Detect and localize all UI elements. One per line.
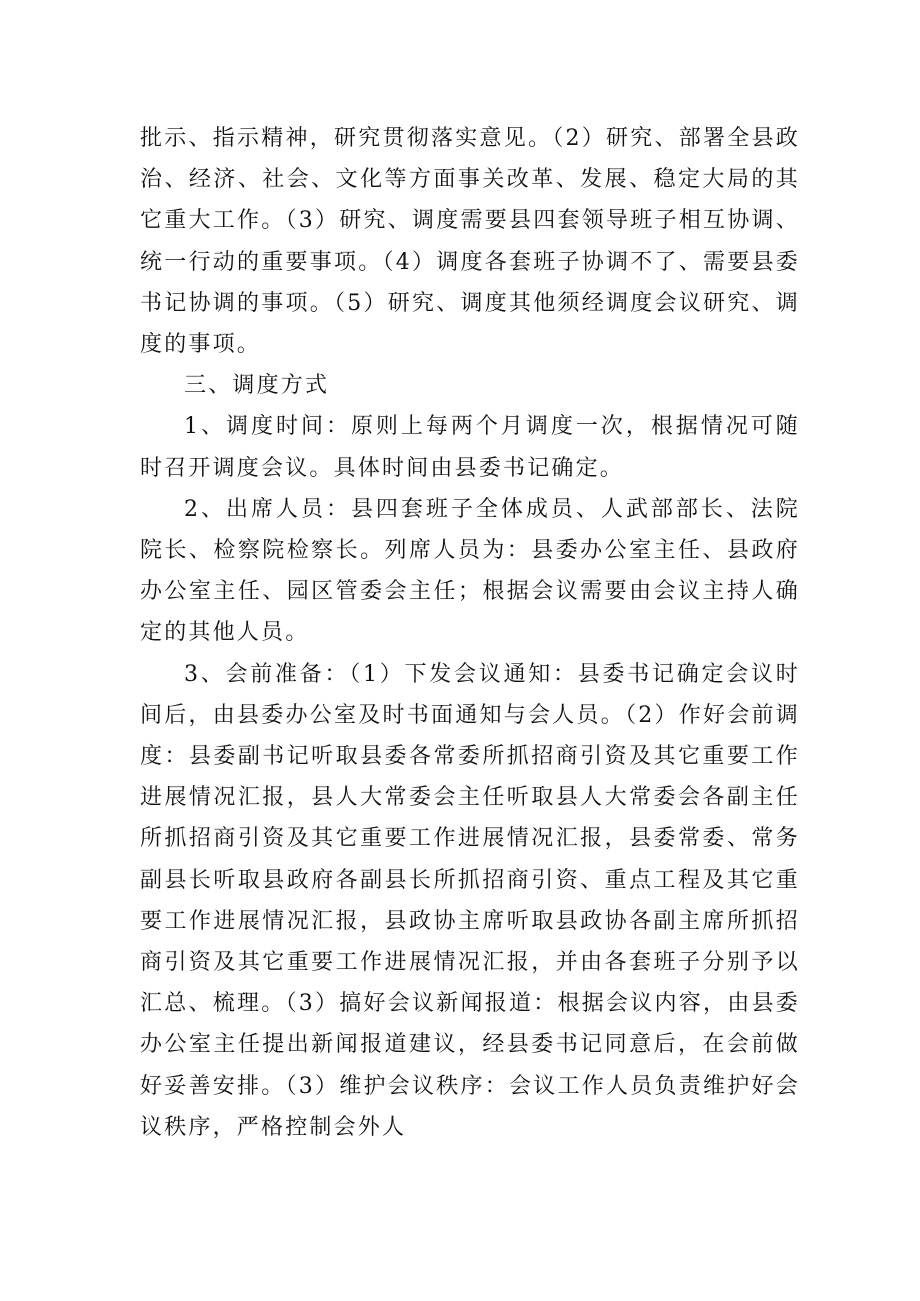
paragraph-continuation: 批示、指示精神，研究贯彻落实意见。（2）研究、部署全县政治、经济、社会、文化等方面事关改革、发展、稳定大局的其它重大工作。（3）研究、调度需要县四套领导班子相互协调、统一行动的重要事项。（4）调度各套班子协调不了、需要县委书记协调的事项。（5）研究、调度其他须经调度会议研究、调度的事项。	[140, 126, 800, 358]
paragraph-pre-meeting-preparation: 3、会前准备：（1）下发会议通知：县委书记确定会议时间后，由县委办公室及时书面通知与会人员。（2）作好会前调度：县委副书记听取县委各常委所抓招商引资及其它重要工作进展情况汇报，县人大常委会主任听取县人大常委会各副主任所抓招商引资及其它重要工作进展情况汇报，县委常委、常务副县长听取县政府各副县长所抓招商引资、重点工程及其它重要工作进展情况汇报，县政协主席听取县政协各副主席所抓招商引资及其它重要工作进展情况汇报，并由各套班子分别予以汇总、梳理。（3）搞好会议新闻报道：根据会议内容，由县委办公室主任提出新闻报道建议，经县委书记同意后，在会前做好妥善安排。（3）维护会议秩序：会议工作人员负责维护好会议秩序，严格控制会外人	[140, 661, 800, 1140]
document-body	[140, 118, 800, 1148]
section-heading-dispatch-method: 三、调度方式	[184, 373, 330, 399]
paragraph-attendees: 2、出席人员：县四套班子全体成员、人武部部长、法院院长、检察院检察长。列席人员为：县委办公室主任、县政府办公室主任、园区管委会主任；根据会议需要由会议主持人确定的其他人员。	[140, 496, 800, 646]
paragraph-dispatch-time: 1、调度时间：原则上每两个月调度一次，根据情况可随时召开调度会议。具体时间由县委书记确定。	[140, 414, 800, 481]
